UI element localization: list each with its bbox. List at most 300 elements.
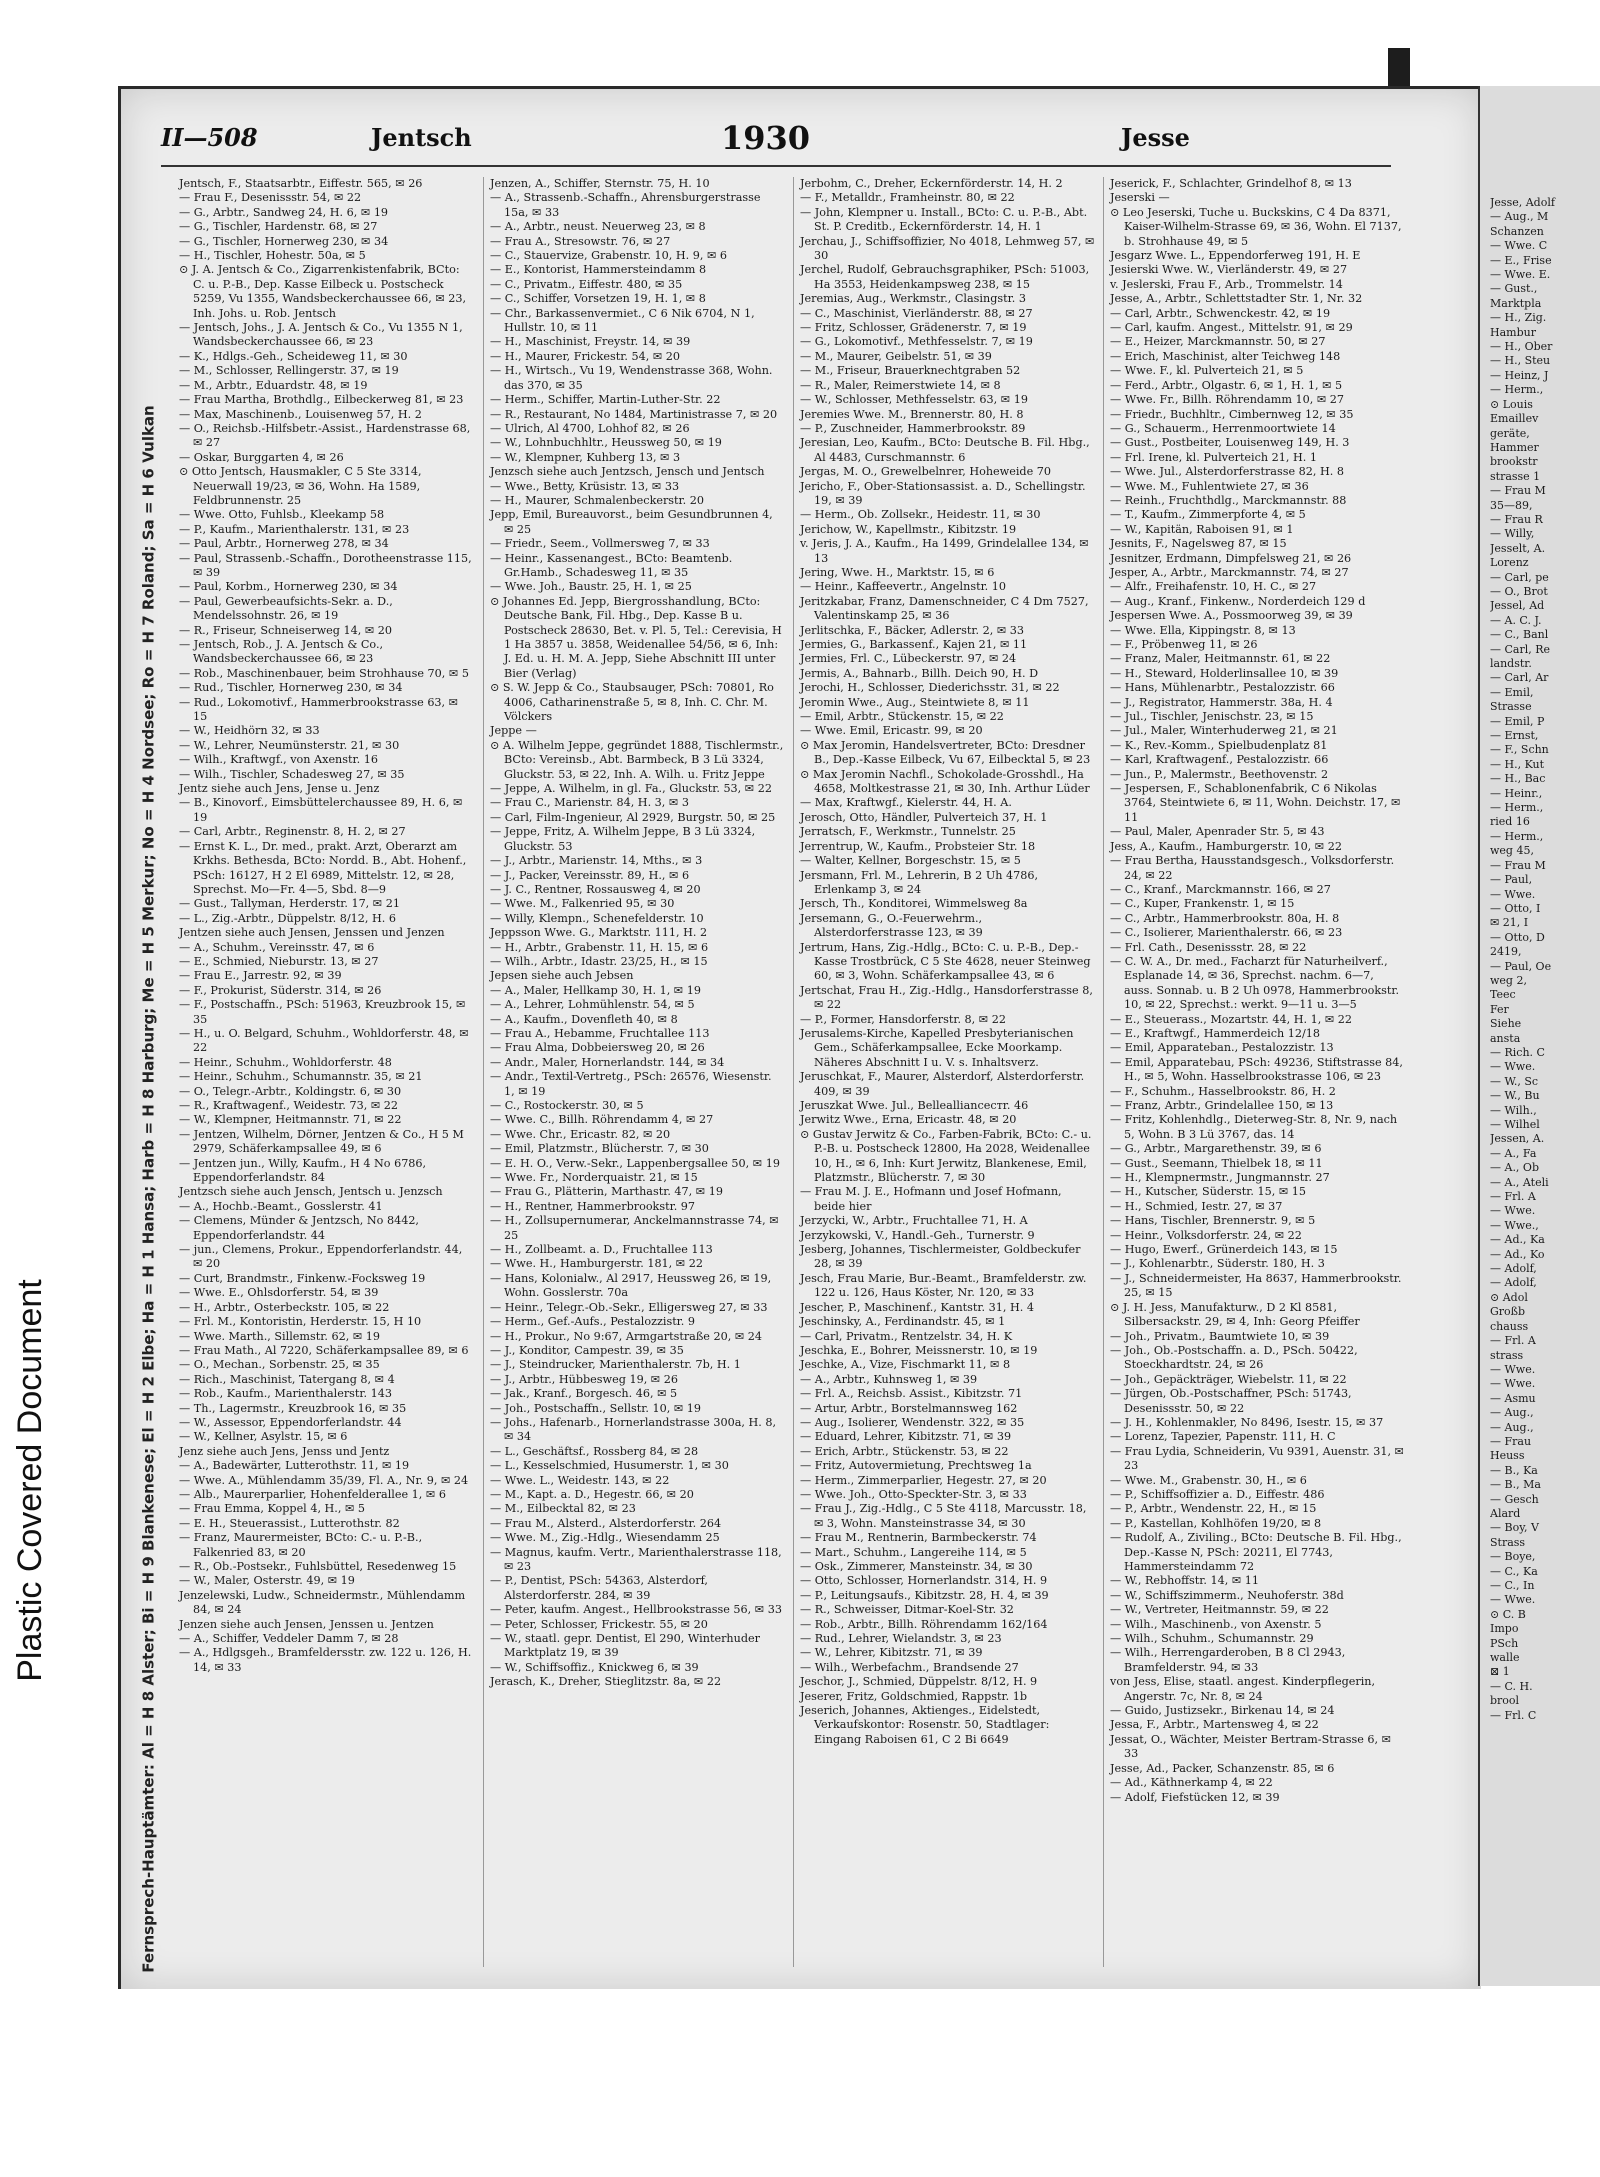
directory-entry: — C., Kuper, Frankenstr. 1, ✉ 15 [1110,897,1295,911]
directory-column-2 [483,177,789,1967]
directory-entry: — H., Klempnermstr., Jungmannstr. 27 [1110,1171,1330,1185]
directory-entry: — Carl, Film-Ingenieur, Al 2929, Burgstr. 50, ✉ 25 [490,810,776,824]
directory-entry: — O., Telegr.-Arbtr., Koldingstr. 6, ✉ 30 [179,1084,402,1098]
directory-entry: — Wwe. Joh., Otto-Speckter-Str. 3, ✉ 33 [800,1487,1027,1501]
directory-entry: — F., Schuhm., Hasselbrookstr. 86, H. 2 [1110,1084,1336,1098]
directory-entry: Jerbohm, C., Dreher, Eckernförderstr. 14, H. 2 [800,177,1063,190]
directory-entry: — Alb., Maurerparlier, Hohenfelderallee 1, ✉ 6 [179,1487,446,1501]
directory-entry: — J., Arbtr., Hübbesweg 19, ✉ 26 [490,1372,678,1386]
directory-entry: — Aug., Kranf., Finkenw., Norderdeich 129 d [1110,594,1366,608]
directory-entry: — Peter, kaufm. Angest., Hellbrookstrasse 56, ✉ 33 [490,1603,782,1617]
directory-entry: — P., Schiffsoffizier a. D., Eiffestr. 486 [1110,1487,1325,1501]
directory-entry: — H., Steward, Holderlinsallee 10, ✉ 39 [1110,666,1339,680]
directory-entry: — T., Kaufm., Zimmerpforte 4, ✉ 5 [1110,508,1306,522]
adjacent-entry-fragment: — Gesch [1490,1492,1539,1506]
directory-entry: Jermis, A., Bahnarb., Billh. Deich 90, H. D [800,666,1039,680]
directory-entry: — J., Kohlenarbtr., Süderstr. 180, H. 3 [1110,1257,1325,1271]
directory-entry: — E. H. O., Verw.-Sekr., Lappenbergsallee 50, ✉ 19 [490,1156,780,1170]
directory-entry: ⊙ J. H. Jess, Manufakturw., D 2 Kl 8581, Silbersackstr. 29, ✉ 4, Inh: Georg Pfeiffer [1110,1300,1360,1329]
directory-entry: — Frl. M., Kontoristin, Herderstr. 15, H 10 [179,1315,422,1329]
adjacent-entry-fragment: — Wwe., [1490,1218,1539,1232]
adjacent-entry-fragment: weg 45, [1490,844,1534,858]
directory-entry: — J., Registrator, Hammerstr. 38a, H. 4 [1110,695,1333,709]
directory-entry: — Wwe. Otto, Fuhlsb., Kleekamp 58 [179,508,385,522]
directory-entry: Jepp, Emil, Bureauvorst., beim Gesundbrunnen 4, ✉ 25 [490,508,773,536]
right-guide-word: Jesse [1121,123,1190,152]
adjacent-entry-fragment: — W., Sc [1490,1074,1539,1088]
directory-entry: — Gust., Seemann, Thielbek 18, ✉ 11 [1110,1156,1323,1170]
directory-entry: — Jeppe, A. Wilhelm, in gl. Fa., Gluckstr. 53, ✉ 22 [490,782,772,796]
adjacent-entry-fragment: weg 2, [1490,973,1527,987]
directory-entry: — E., Kontorist, Hammersteindamm 8 [490,263,707,277]
directory-entry: — W., Lohnbuchhltr., Heussweg 50, ✉ 19 [490,436,722,450]
directory-entry: — Frl. Irene, kl. Pulverteich 21, H. 1 [1110,450,1317,464]
directory-entry: — K., Hdlgs.-Geh., Scheideweg 11, ✉ 30 [179,349,408,363]
directory-entry: Jermies, G., Barkassenf., Kajen 21, ✉ 11 [800,638,1028,651]
directory-entry: — Wwe. Jul., Alsterdorferstrasse 82, H. 8 [1110,465,1344,479]
directory-entry: Jericho, F., Ober-Stationsassist. a. D., Schellingstr. 19, ✉ 39 [800,479,1086,507]
directory-entry: — Rob., Maschinenbauer, beim Strohhause 70, ✉ 5 [179,666,469,680]
adjacent-entry-fragment: Heuss [1490,1449,1525,1463]
page-number: II—508 [161,123,258,152]
directory-entry: — Artur, Arbtr., Borstelmannsweg 162 [800,1401,1018,1415]
directory-entry: — Emil, Apparatebau, PSch: 49236, Stiftstrasse 84, H., ✉ 5, Wohn. Hasselbrookstrasse 106, ✉ 23 [1110,1055,1403,1084]
directory-entry: — Wwe. Fr., Billh. Röhrendamm 10, ✉ 27 [1110,393,1345,407]
directory-entry: — P., Former, Hansdorferstr. 8, ✉ 22 [800,1012,1006,1026]
directory-entry: Jeppe — [490,724,537,738]
adjacent-entry-fragment: — Wilhel [1490,1118,1540,1131]
directory-entry: — P., Kastellan, Kohlhöfen 19/20, ✉ 8 [1110,1516,1322,1530]
directory-entry: Jerosch, Otto, Händler, Pulverteich 37, H. 1 [800,810,1048,824]
directory-entry: — M., Kapt. a. D., Hegestr. 66, ✉ 20 [490,1487,694,1501]
directory-entry: — G., Lokomotivf., Methfesselstr. 7, ✉ 19 [800,335,1033,349]
adjacent-entry-fragment: Strasse [1490,700,1532,714]
directory-entry: — Wwe. H., Hamburgerstr. 181, ✉ 22 [490,1257,703,1271]
directory-entry: Jerzykowski, V., Handl.-Geh., Turnerstr. 9 [800,1228,1035,1242]
adjacent-page-column [1490,196,1592,1723]
directory-entry: Jeschka, E., Bohrer, Meissnerstr. 10, ✉ 19 [800,1343,1038,1357]
adjacent-entry-fragment: Hambur [1490,325,1536,339]
directory-entry: — Th., Lagermstr., Kreuzbrook 16, ✉ 35 [179,1401,407,1415]
directory-entry: — Joh., Privatm., Baumtwiete 10, ✉ 39 [1110,1329,1330,1343]
directory-entry: — Oskar, Burggarten 4, ✉ 26 [179,450,344,464]
directory-entry: — Jun., P., Malermstr., Beethovenstr. 2 [1110,767,1329,781]
adjacent-entry-fragment: — Rich. C [1490,1045,1545,1059]
directory-entry: — W., staatl. gepr. Dentist, El 290, Winterhuder Marktplatz 19, ✉ 39 [490,1632,760,1660]
directory-entry: — Joh., Ob.-Postschaffn. a. D., PSch. 50422, Stoeckhardtstr. 24, ✉ 26 [1110,1343,1358,1372]
directory-entry: — Wwe. M., Zig.-Hdlg., Wiesendamm 25 [490,1531,720,1545]
directory-entry: — E., Steuerass., Mozartstr. 44, H. 1, ✉ 22 [1110,1012,1353,1026]
directory-entry: Jenz siehe auch Jens, Jenss und Jentz [179,1444,390,1458]
directory-year: 1930 [721,119,811,157]
directory-entry: — G., Arbtr., Margarethenstr. 39, ✉ 6 [1110,1142,1322,1156]
directory-entry: — W., Klempner, Kuhberg 13, ✉ 3 [490,450,681,464]
directory-entry: — C., Privatm., Eiffestr. 480, ✉ 35 [490,277,683,291]
directory-entry: Jersmann, Frl. M., Lehrerin, B 2 Uh 4786, Erlenkamp 3, ✉ 24 [800,868,1039,896]
directory-entry: — Wwe. E., Ohlsdorferstr. 54, ✉ 39 [179,1286,379,1300]
adjacent-entry-fragment: — Carl, pe [1490,570,1549,584]
adjacent-entry-fragment: — Frau M [1490,484,1546,498]
adjacent-entry-fragment: geräte, [1490,426,1530,440]
scanned-directory-page [118,86,1481,1989]
directory-entry: — H., u. O. Belgard, Schuhm., Wohldorferstr. 48, ✉ 22 [179,1026,469,1055]
directory-entry: — Heinr., Schuhm., Wohldorferstr. 48 [179,1055,392,1069]
directory-entry: Jesberg, Johannes, Tischlermeister, Goldbeckufer 28, ✉ 39 [800,1243,1081,1271]
directory-entry: — Frau Alma, Dobbeiersweg 20, ✉ 26 [490,1041,705,1055]
left-guide-word: Jentsch [371,123,472,152]
directory-entry: — Paul, Arbtr., Hornerweg 278, ✉ 34 [179,537,389,551]
adjacent-entry-fragment: Hammer [1490,440,1539,454]
directory-entry: — M., Arbtr., Eduardstr. 48, ✉ 19 [179,378,368,392]
adjacent-entry-fragment: Strass [1490,1535,1526,1549]
directory-entry: — Frau Emma, Koppel 4, H., ✉ 5 [179,1502,366,1516]
directory-column-3 [793,177,1099,1967]
directory-entry: — Jak., Kranf., Borgesch. 46, ✉ 5 [490,1387,678,1401]
directory-entry: — Frau E., Jarrestr. 92, ✉ 39 [179,969,342,983]
directory-entry: — Hans, Mühlenarbtr., Pestalozzistr. 66 [1110,681,1335,695]
directory-entry: — Jürgen, Ob.-Postschaffner, PSch: 51743, Desenissstr. 50, ✉ 22 [1110,1387,1352,1415]
directory-entry: — R., Friseur, Schneiserweg 14, ✉ 20 [179,623,392,637]
adjacent-entry-fragment: — O., Brot [1490,584,1548,598]
directory-entry: — Fritz, Schlosser, Grädenerstr. 7, ✉ 19 [800,321,1027,335]
adjacent-entry-fragment: Jessel, Ad [1490,599,1545,613]
directory-entry: — Hugo, Ewerf., Grünerdeich 143, ✉ 15 [1110,1243,1338,1257]
document-type-label [0,1130,60,1830]
directory-entry: — Paul, Strassenb.-Schaffn., Dorotheenstrasse 115, ✉ 39 [179,551,472,579]
directory-entry: Jerusalems-Kirche, Kapelled Presbyterianischen Gem., Schäferkampsallee, Ecke Moorkamp. Näheres Abschnitt I u. V. s. Inhaltsverz. [800,1026,1074,1069]
adjacent-entry-fragment: ⊠ 1 [1490,1665,1510,1679]
directory-entry: Jerochi, H., Schlosser, Diederichsstr. 31, ✉ 22 [800,681,1060,695]
adjacent-entry-fragment: — Carl, Re [1490,642,1551,656]
directory-entry: — A., Arbtr., Kuhnsweg 1, ✉ 39 [800,1372,978,1386]
directory-entry: von Jess, Elise, staatl. angest. Kinderpflegerin, Angerstr. 7c, Nr. 8, ✉ 24 [1110,1675,1376,1703]
adjacent-entry-fragment: Großb [1490,1305,1526,1319]
directory-entry: — Jentsch, Johs., J. A. Jentsch & Co., Vu 1355 N 1, Wandsbeckerchaussee 66, ✉ 23 [179,321,463,349]
directory-entry: — Clemens, Münder & Jentzsch, No 8442, Eppendorferlandstr. 44 [179,1214,419,1242]
directory-entry: Jerlitschka, F., Bäcker, Adlerstr. 2, ✉ 33 [800,623,1025,637]
directory-entry: ⊙ Leo Jeserski, Tuche u. Buckskins, C 4 Da 8371, Kaiser-Wilhelm-Strasse 69, ✉ 36, Wohn. El 7137, b. Strohhause 49, ✉ 5 [1110,205,1402,248]
adjacent-entry-fragment: 2419, [1490,945,1522,959]
directory-entry: — Frau A., Hebamme, Fruchtallee 113 [490,1026,710,1040]
adjacent-entry-fragment: — Asmu [1490,1391,1536,1405]
directory-entry: — Paul, Korbm., Hornerweg 230, ✉ 34 [179,580,398,594]
adjacent-entry-fragment: — Frl. C [1490,1708,1537,1722]
directory-entry: Jeruschkat, F., Maurer, Alsterdorf, Alsterdorferstr. 409, ✉ 39 [800,1070,1085,1098]
directory-entry: — Frl. A., Reichsb. Assist., Kibitzstr. 71 [800,1387,1023,1401]
directory-entry: Jescher, P., Maschinenf., Kantstr. 31, H. 4 [800,1300,1034,1314]
directory-entry: — Frau Bertha, Hausstandsgesch., Volksdorferstr. 24, ✉ 22 [1110,854,1395,882]
directory-entry: — Paul, Gewerbeaufsichts-Sekr. a. D., Mendelssohnstr. 26, ✉ 19 [179,594,393,623]
directory-entry: — H., Maurer, Frickestr. 54, ✉ 20 [490,349,681,363]
adjacent-page-fragment [1478,86,1600,1986]
directory-entry: Jentz siehe auch Jens, Jense u. Jenz [179,782,380,796]
directory-entry: — O., Reichsb.-Hilfsbetr.-Assist., Hardenstrasse 68, ✉ 27 [179,421,471,450]
directory-entry: — Frl. Cath., Desenissstr. 28, ✉ 22 [1110,940,1307,954]
adjacent-entry-fragment: — Emil, P [1490,714,1545,728]
directory-entry: — L., Zig.-Arbtr., Düppelstr. 8/12, H. 6 [179,911,396,925]
adjacent-entry-fragment: — H., Ober [1490,340,1553,354]
directory-entry: — Jentzen, Wilhelm, Dörner, Jentzen & Co., H 5 M 2979, Schäferkampsallee 49, ✉ 6 [179,1127,464,1156]
directory-entry: — P., Dentist, PSch: 54363, Alsterdorf, Alsterdorferstr. 284, ✉ 39 [490,1574,708,1602]
directory-entry: — Rudolf, A., Ziviling., BCto: Deutsche B. Fil. Hbg., Dep.-Kasse N, PSch: 20211, El 7743, Hammersteindamm 72 [1110,1531,1402,1573]
directory-entry: Jess, A., Kaufm., Hamburgerstr. 10, ✉ 22 [1110,839,1342,853]
directory-entry: — H., Tischler, Hohestr. 50a, ✉ 5 [179,249,366,263]
directory-entry: — G., Tischler, Hardenstr. 68, ✉ 27 [179,220,378,234]
directory-entry: — Carl, Arbtr., Schwenckestr. 42, ✉ 19 [1110,306,1331,320]
directory-entry: — Joh., Postschaffn., Sellstr. 10, ✉ 19 [490,1401,702,1415]
directory-entry: Jersemann, G., O.-Feuerwehrm., Alsterdorferstrasse 123, ✉ 39 [800,911,983,940]
directory-entry: Jeserer, Fritz, Goldschmied, Rappstr. 1b [800,1689,1027,1703]
directory-entry: — jun., Clemens, Prokur., Eppendorferlandstr. 44, ✉ 20 [179,1243,463,1271]
directory-entry: — C., Arbtr., Hammerbrookstr. 80a, H. 8 [1110,911,1340,925]
directory-entry: — Frau Math., Al 7220, Schäferkampsallee 89, ✉ 6 [179,1343,469,1357]
directory-entry: — A., Arbtr., neust. Neuerweg 23, ✉ 8 [490,220,706,234]
directory-entry: Jenzelewski, Ludw., Schneidermstr., Mühlendamm 84, ✉ 24 [179,1588,466,1617]
adjacent-entry-fragment: Marktpla [1490,296,1542,310]
directory-entry: — Wilh., Werbefachm., Brandsende 27 [800,1660,1019,1674]
directory-entry: — Franz, Maurermeister, BCto: C.- u. P.-B., Falkenried 83, ✉ 20 [179,1531,423,1559]
directory-entry: — Andr., Maler, Hornerlandstr. 144, ✉ 34 [490,1055,725,1069]
adjacent-entry-fragment: anstа [1490,1031,1521,1045]
directory-entry: ⊙ Johannes Ed. Jepp, Biergrosshandlung, BCto: Deutsche Bank, Fil. Hbg., Dep. Kasse B u. Postscheck 28630, Bet. v. Pl. 5, Tel.: Cerevisia, H 1 Ha 3857 u. 3858, Weidenallee 54/56, ✉ 6, Inh: J. Ed. u. H. M. A. Jepp, Siehe Abschnitt III unter Bier (Verlag) [490,594,782,680]
directory-entry: — R., Schweisser, Ditmar-Koel-Str. 32 [800,1603,1014,1617]
adjacent-entry-fragment: — Otto, D [1490,930,1545,944]
directory-entry: — P., Leitungsaufs., Kibitzstr. 28, H. 4, ✉ 39 [800,1588,1049,1602]
directory-entry: — Herm., Gef.-Aufs., Pestalozzistr. 9 [490,1315,696,1329]
directory-entry: — J., Packer, Vereinsstr. 89, H., ✉ 6 [490,868,690,882]
directory-entry: — J., Konditor, Campestr. 39, ✉ 35 [490,1343,684,1357]
directory-entry: — Herm., Schiffer, Martin-Luther-Str. 22 [490,393,721,407]
adjacent-entry-fragment: — A., Ateli [1490,1175,1549,1189]
directory-entry: — Jeppe, Fritz, A. Wilhelm Jeppe, B 3 Lü 3324, Gluckstr. 53 [490,825,756,853]
directory-entry: ⊙ J. A. Jentsch & Co., Zigarrenkistenfabrik, BCto: C. u. P.-B., Dep. Kasse Eilbeck u. Postscheck 5259, Vu 1355, Wandsbeckerchaussee 66, ✉ 23, Inh. Johs. u. Rob. Jentsch [179,263,467,320]
adjacent-entry-fragment: — C., In [1490,1579,1535,1592]
directory-entry: Jerchau, J., Schiffsoffizier, No 4018, Lehmweg 57, ✉ 30 [800,234,1095,263]
adjacent-entry-fragment: Fer [1490,1002,1509,1016]
directory-entry: — Wwe. Marth., Sillemstr. 62, ✉ 19 [179,1329,381,1343]
adjacent-entry-fragment: Impo [1490,1622,1519,1636]
adjacent-entry-fragment: — Wwe. C [1490,239,1548,253]
adjacent-entry-fragment: — Wwe. [1490,887,1536,901]
directory-entry: — O., Mechan., Sorbenstr. 25, ✉ 35 [179,1358,380,1372]
adjacent-entry-fragment: chauss [1490,1319,1529,1333]
directory-entry: — Rud., Lehrer, Wielandstr. 3, ✉ 23 [800,1632,1002,1646]
adjacent-entry-fragment: Lorenz [1490,556,1529,570]
adjacent-entry-fragment: — H., Steu [1490,354,1551,368]
directory-entry: — G., Arbtr., Sandweg 24, H. 6, ✉ 19 [179,205,389,219]
directory-entry: — Frau M., Alsterd., Alsterdorferstr. 264 [490,1516,722,1530]
directory-entry: — F., Postschaffn., PSch: 51963, Kreuzbrook 15, ✉ 35 [179,998,466,1026]
directory-entry: — Hans, Tischler, Brennerstr. 9, ✉ 5 [1110,1214,1316,1228]
adjacent-entry-fragment: Emaillev [1490,412,1539,426]
directory-entry: — Heinr., Telegr.-Ob.-Sekr., Elligersweg 27, ✉ 33 [490,1300,768,1314]
directory-entry: — J., Arbtr., Marienstr. 14, Mths., ✉ 3 [490,854,703,868]
directory-entry: — Jentzen jun., Willy, Kaufm., H 4 No 6786, Eppendorferlandstr. 84 [179,1156,427,1185]
adjacent-entry-fragment: — Herm., [1490,801,1544,815]
directory-entry: — J., Steindrucker, Marienthalerstr. 7b, H. 1 [490,1358,741,1372]
directory-entry: — J. C., Rentner, Rossausweg 4, ✉ 20 [490,882,701,896]
directory-column-1 [173,177,478,1967]
directory-entry: — Friedr., Buchhltr., Cimbernweg 12, ✉ 35 [1110,407,1354,421]
directory-entry: Jesse, Ad., Packer, Schanzenstr. 85, ✉ 6 [1110,1761,1335,1775]
adjacent-entry-fragment: — Adolf, [1490,1276,1537,1290]
directory-entry: — M., Friseur, Brauerknechtgraben 52 [800,364,1021,378]
directory-entry: — Frau Lydia, Schneiderin, Vu 9391, Auenstr. 31, ✉ 23 [1110,1444,1404,1473]
directory-entry: — Frau G., Plätterin, Marthastr. 47, ✉ 19 [490,1185,723,1199]
directory-entry: — G., Schauerm., Herrenmoortwiete 14 [1110,421,1336,435]
adjacent-entry-fragment: Schanzen [1490,224,1544,238]
directory-entry: — P., Arbtr., Wendenstr. 22, H., ✉ 15 [1110,1502,1317,1516]
directory-entry: Jergas, M. O., Grewelbelnrer, Hoheweide 70 [800,465,1052,479]
directory-entry: — K., Rev.-Komm., Spielbudenplatz 81 [1110,738,1328,752]
directory-entry: — Franz, Maler, Heitmannstr. 61, ✉ 22 [1110,652,1331,666]
adjacent-entry-fragment: — Wwe. [1490,1060,1536,1074]
adjacent-entry-fragment: 35—89, [1490,498,1533,512]
directory-entry: — Frau M. J. E., Hofmann und Josef Hofmann, beide hier [800,1185,1062,1213]
directory-entry: — Friedr., Seem., Vollmersweg 7, ✉ 33 [490,537,710,551]
directory-entry: — Heinr., Schuhm., Schumannstr. 35, ✉ 21 [179,1070,423,1084]
directory-entry: Jenzen, A., Schiffer, Sternstr. 75, H. 10 [490,177,710,190]
directory-entry: — H., Zollsupernumerar, Anckelmannstrasse 74, ✉ 25 [490,1214,779,1242]
directory-entry: — E., Schmied, Nieburstr. 13, ✉ 27 [179,954,379,968]
directory-entry: — A., Schiffer, Veddeler Damm 7, ✉ 28 [179,1632,399,1646]
directory-entry: Jeschinsky, A., Ferdinandstr. 45, ✉ 1 [800,1315,1006,1329]
directory-entry: — H., Arbtr., Osterbeckstr. 105, ✉ 22 [179,1300,390,1314]
adjacent-entry-fragment: — Heinz, J [1490,368,1549,382]
directory-entry: — H., Maurer, Schmalenbeckerstr. 20 [490,493,705,507]
directory-entry: — Frau Martha, Brothdlg., Eilbeckerweg 81, ✉ 23 [179,393,464,407]
directory-entry: — Adolf, Fiefstücken 12, ✉ 39 [1110,1790,1280,1804]
directory-entry: — Frau F., Desenissstr. 54, ✉ 22 [179,191,362,205]
directory-entry: Jesch, Frau Marie, Bur.-Beamt., Bramfelderstr. zw. 122 u. 126, Haus Köster, Nr. 120, ✉ 33 [800,1271,1087,1300]
directory-entry: — H., Prokur., No 9:67, Armgartstraße 20, ✉ 24 [490,1329,762,1343]
adjacent-entry-fragment: — H., Bac [1490,772,1546,786]
directory-entry: — Wwe., Betty, Krüsistr. 13, ✉ 33 [490,479,680,493]
directory-entry: Jeresian, Leo, Kaufm., BCto: Deutsche B. Fil. Hbg., Al 4483, Curschmannstr. 6 [800,436,1090,464]
directory-entry: — W., Kapitän, Raboisen 91, ✉ 1 [1110,522,1294,536]
directory-entry: — Andr., Textil-Vertretg., PSch: 26576, Wiesenstr. 1, ✉ 19 [490,1070,772,1098]
directory-entry: — Wwe. Ella, Kippingstr. 8, ✉ 13 [1110,623,1296,637]
directory-entry: — Carl, Privatm., Rentzelstr. 34, H. K [800,1329,1013,1343]
directory-entry: Jessa, F., Arbtr., Martensweg 4, ✉ 22 [1110,1718,1319,1732]
directory-entry: — W., Schiffsoffiz., Knickweg 6, ✉ 39 [490,1660,699,1674]
directory-entry: Jesper, A., Arbtr., Marckmannstr. 74, ✉ 27 [1110,565,1349,579]
directory-entry: — Osk., Zimmerer, Mansteinstr. 34, ✉ 30 [800,1560,1033,1573]
directory-entry: — Wwe. M., Grabenstr. 30, H., ✉ 6 [1110,1473,1307,1487]
directory-entry: — Wilh., Schuhm., Schumannstr. 29 [1110,1632,1314,1646]
page-header [161,119,1391,159]
adjacent-entry-fragment: — Herm., [1490,383,1544,397]
adjacent-entry-fragment: — Wilh., [1490,1103,1537,1117]
directory-entry: — F., Pröbenweg 11, ✉ 26 [1110,638,1258,651]
directory-entry: — W., Schlosser, Methfesselstr. 63, ✉ 19 [800,393,1028,407]
adjacent-entry-fragment: Jessen, A. [1490,1132,1545,1146]
directory-entry: — Wwe. Fr., Norderquaistr. 21, ✉ 15 [490,1171,698,1185]
directory-entry: — A., Lehrer, Lohmühlenstr. 54, ✉ 5 [490,998,695,1012]
directory-entry: — W., Lehrer, Kibitzstr. 71, ✉ 39 [800,1646,983,1660]
adjacent-entry-fragment: — Ernst, [1490,729,1539,743]
directory-entry: Jespersen Wwe. A., Possmoorweg 39, ✉ 39 [1110,609,1353,623]
adjacent-entry-fragment: — Heinr., [1490,786,1543,800]
adjacent-entry-fragment: — C., Banl [1490,628,1549,642]
directory-entry: — A., Schuhm., Vereinsstr. 47, ✉ 6 [179,940,375,954]
directory-entry: — Wilh., Tischler, Schadesweg 27, ✉ 35 [179,767,405,781]
directory-entry: — Emil, Arbtr., Stückenstr. 15, ✉ 22 [800,710,1004,724]
directory-entry: — Wilh., Maschinenb., von Axenstr. 5 [1110,1617,1322,1631]
adjacent-entry-fragment: — Wwe. E. [1490,268,1551,282]
directory-entry: — M., Eilbecktal 82, ✉ 23 [490,1502,636,1516]
directory-entry: — Guido, Justizsekr., Birkenau 14, ✉ 24 [1110,1704,1335,1718]
directory-entry: — Rob., Arbtr., Billh. Röhrendamm 162/164 [800,1617,1048,1631]
directory-entry: — C., Schiffer, Vorsetzen 19, H. 1, ✉ 8 [490,292,706,306]
directory-entry: — Fritz, Autovermietung, Prechtsweg 1a [800,1459,1032,1473]
adjacent-entry-fragment: — Gust., [1490,282,1538,296]
directory-entry: — E. H., Steuerassist., Lutterothstr. 82 [179,1516,400,1530]
directory-entry: — Max, Maschinenb., Louisenweg 57, H. 2 [179,407,422,421]
adjacent-entry-fragment: — H., Zig. [1490,311,1547,325]
directory-entry: ⊙ Gustav Jerwitz & Co., Farben-Fabrik, BCto: C.- u. P.-B. u. Postscheck 12800, Ha 2028, Weidenallee 10, H., ✉ 6, Inh: Kurt Jerwitz, Blankenese, Emil, Platzmstr., Blücherstr. 7, ✉ 30 [800,1127,1092,1185]
adjacent-entry-fragment: — Wwe. [1490,1377,1536,1391]
directory-entry: — C., Maschinist, Vierländerstr. 88, ✉ 27 [800,306,1033,320]
directory-entry: — Wwe. Emil, Ericastr. 99, ✉ 20 [800,724,983,738]
directory-entry: — C. W. A., Dr. med., Facharzt für Naturheilverf., Esplanade 14, ✉ 36, Sprechst. nachm. 6—7, auss. Sonnab. u. B 2 Uh 0978, Hammerbrookstr. 10, ✉ 22, Sprechst.: werkt. 9—11 u. 3—5 [1110,954,1400,1012]
directory-entry: Jeschor, J., Schmied, Düppelstr. 8/12, H. 9 [800,1675,1038,1689]
adjacent-entry-fragment: — Herm., [1490,829,1544,843]
directory-entry: — Wwe. Chr., Ericastr. 82, ✉ 20 [490,1127,671,1141]
directory-entry: Jeritzkabar, Franz, Damenschneider, C 4 Dm 7527, Valentinskamp 25, ✉ 36 [800,594,1089,623]
directory-entry: — Willy, Klempn., Schenefelderstr. 10 [490,911,704,925]
adjacent-entry-fragment: — Aug., [1490,1406,1534,1420]
directory-entry: — W., Klempner, Heitmannstr. 71, ✉ 22 [179,1113,402,1127]
adjacent-entry-fragment: — Ad., Ka [1490,1233,1545,1247]
directory-entry: Jeromin Wwe., Aug., Steintwiete 8, ✉ 11 [800,695,1030,709]
adjacent-entry-fragment: — C., Ka [1490,1564,1538,1578]
directory-entry: Jerrentrup, W., Kaufm., Probsteier Str. 18 [800,839,1036,853]
adjacent-entry-fragment: Jesse, Adolf [1490,196,1555,209]
directory-entry: — Ad., Käthnerkamp 4, ✉ 22 [1110,1776,1273,1790]
adjacent-entry-fragment: — Paul, Oe [1490,959,1552,973]
directory-entry: — Gust., Postbeiter, Louisenweg 149, H. 3 [1110,436,1350,450]
directory-entry: Jentzen siehe auch Jensen, Jenssen und Jenzen [179,926,445,940]
directory-entry: Jentzsch siehe auch Jensch, Jentsch u. Jenzsch [179,1185,443,1199]
directory-entry: — Lorenz, Tapezier, Papenstr. 111, H. C [1110,1430,1336,1444]
directory-entry: — Jentsch, Rob., J. A. Jentsch & Co., Wandsbeckerchaussee 66, ✉ 23 [179,638,384,666]
directory-entry: — A., Maler, Hellkamp 30, H. 1, ✉ 19 [490,983,701,997]
adjacent-entry-fragment: brookstr [1490,455,1538,469]
directory-entry: — L., Geschäftsf., Rossberg 84, ✉ 28 [490,1444,699,1458]
directory-entry: — Johs., Hafenarb., Hornerlandstrasse 300a, H. 8, ✉ 34 [490,1415,777,1444]
directory-entry: — Ferd., Arbtr., Olgastr. 6, ✉ 1, H. 1, ✉ 5 [1110,378,1343,392]
adjacent-entry-fragment: — W., Bu [1490,1089,1540,1103]
directory-entry: — H., Rentner, Hammerbrookstr. 97 [490,1199,696,1213]
adjacent-entry-fragment: PSch [1490,1636,1519,1650]
adjacent-entry-fragment: — Aug., [1490,1420,1534,1434]
adjacent-entry-fragment: — Frau [1490,1434,1532,1448]
directory-entry: Jesierski Wwe. W., Vierländerstr. 49, ✉ 27 [1110,263,1348,277]
directory-entry: Jesnitzer, Erdmann, Dimpfelsweg 21, ✉ 26 [1110,551,1352,565]
directory-entry: v. Jeslerski, Frau F., Arb., Trommelstr. 14 [1110,277,1343,291]
directory-entry: — Paul, Maler, Apenrader Str. 5, ✉ 43 [1110,825,1325,839]
directory-entry: Jering, Wwe. H., Marktstr. 15, ✉ 6 [800,565,995,579]
adjacent-entry-fragment: Jesselt, A. [1490,541,1546,555]
adjacent-entry-fragment: Alard [1490,1506,1521,1520]
directory-entry: — Herm., Ob. Zollsekr., Heidestr. 11, ✉ 30 [800,508,1041,522]
directory-entry: Jertschat, Frau H., Zig.-Hdlg., Hansdorferstrasse 8, ✉ 22 [800,983,1093,1012]
adjacent-entry-fragment: Siehe [1490,1017,1522,1031]
directory-entry: — A., Hochb.-Beamt., Gosslerstr. 41 [179,1199,383,1213]
directory-entry: — C., Rostockerstr. 30, ✉ 5 [490,1099,644,1112]
directory-entry: — W., Rebhoffstr. 14, ✉ 11 [1110,1574,1260,1588]
